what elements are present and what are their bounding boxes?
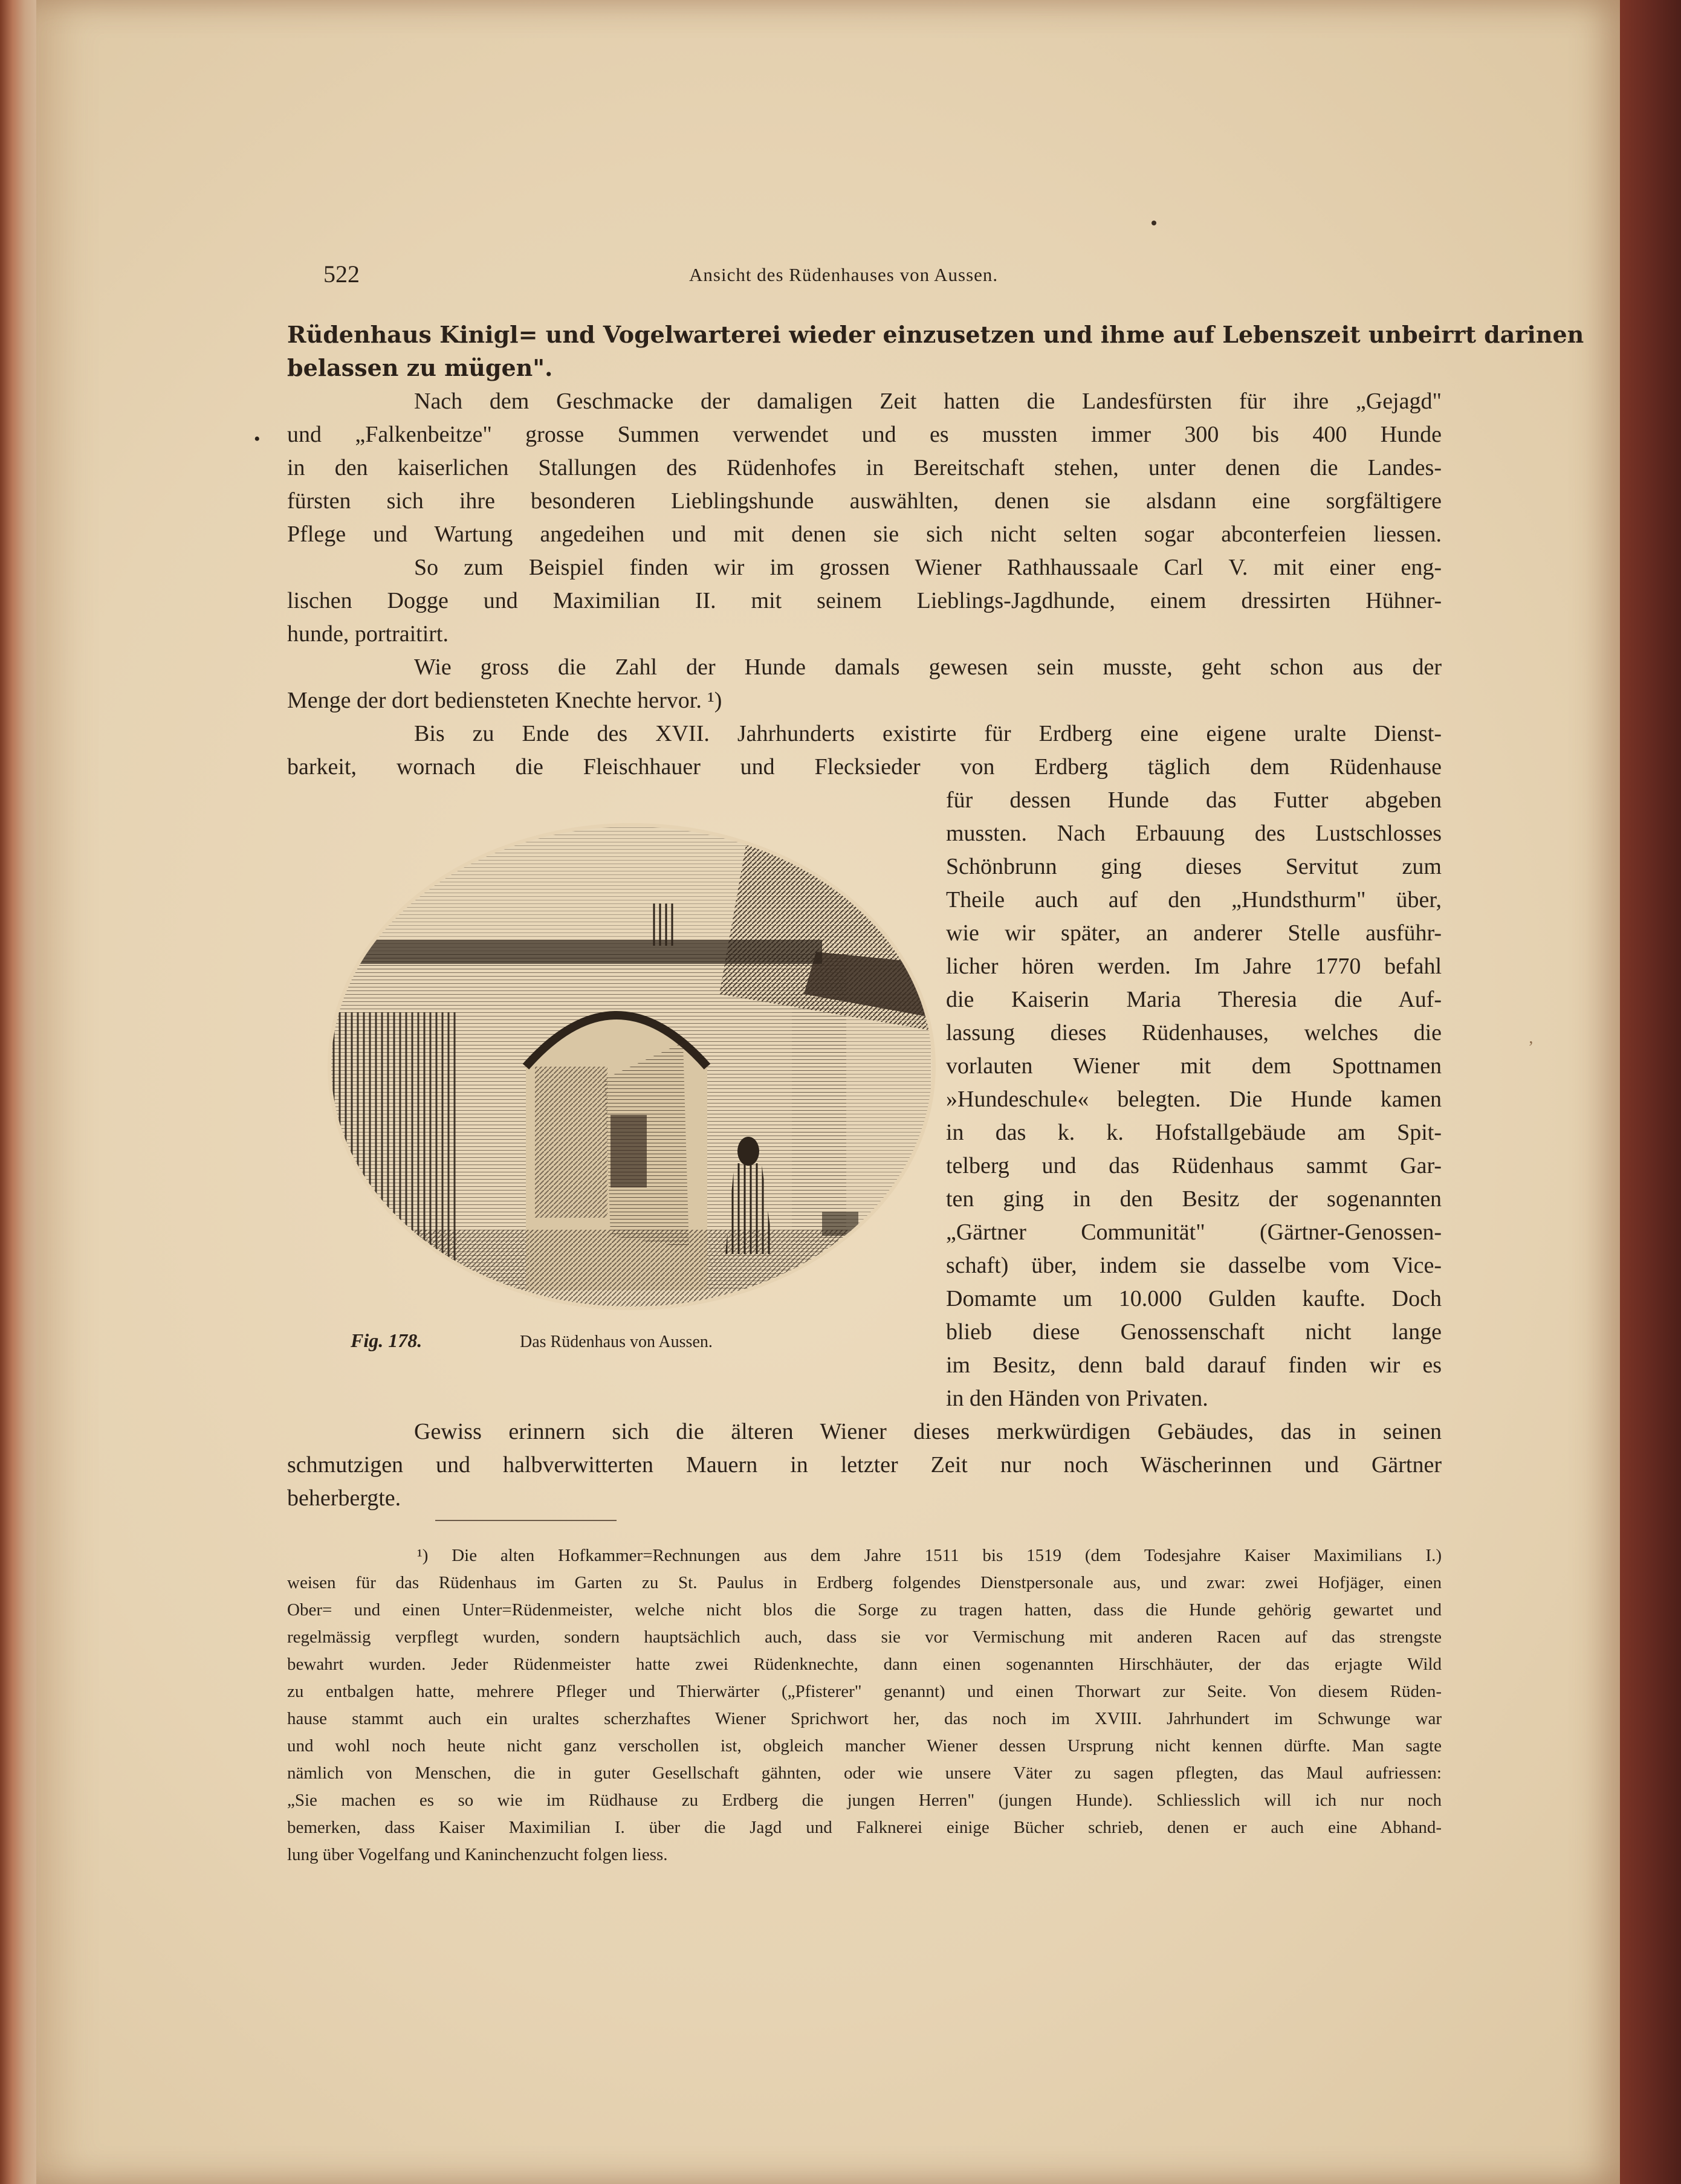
ink-spot (1151, 221, 1156, 225)
footnote-line: lung über Vogelfang und Kaninchenzucht folgen liess. (287, 1845, 668, 1864)
closing-line: Gewiss erinnern sich die älteren Wiener dieses merkwürdigen Gebäudes, das in seinen (414, 1419, 1442, 1444)
body-line: und „Falkenbeitze" grosse Summen verwendet und es mussten immer 300 bis 400 Hunde (287, 422, 1442, 447)
footnote-line: weisen für das Rüdenhaus im Garten zu St. Paulus in Erdberg folgendes Dienstpersonale aus, und zwar: zwei Hofjäger, einen (287, 1573, 1442, 1592)
page-number: 522 (323, 260, 360, 288)
body-line: lischen Dogge und Maximilian II. mit seinem Lieblings-Jagdhunde, einem dressirten Hühner- (287, 588, 1442, 613)
column-line: für dessen Hunde das Futter abgeben (946, 787, 1442, 813)
figure-caption: Das Rüdenhaus von Aussen. (520, 1333, 713, 1351)
footnote-line: ¹) Die alten Hofkammer=Rechnungen aus dem Jahre 1511 bis 1519 (dem Todesjahre Kaiser Maximilians I.) (417, 1546, 1442, 1565)
column-line: wie wir später, an anderer Stelle ausführ- (946, 920, 1442, 946)
column-line: im Besitz, denn bald darauf finden wir es (946, 1352, 1442, 1378)
footnote-line: Ober= und einen Unter=Rüdenmeister, welche nicht blos die Sorge zu tragen hatten, dass die Hunde gehörig gewartet und (287, 1600, 1442, 1620)
column-line: die Kaiserin Maria Theresia die Auf- (946, 987, 1442, 1012)
column-line: Theile auch auf den „Hundsthurm" über, (946, 887, 1442, 913)
body-line: hunde, portraitirt. (287, 621, 449, 647)
footnote-line: nämlich von Menschen, die in guter Gesellschaft gähnten, oder wie unsere Väter zu sagen pflegten, das Maul aufriessen: (287, 1763, 1442, 1783)
body-line: fürsten sich ihre besonderen Lieblingshunde auswählten, denen sie alsdann eine sorgfältigere (287, 488, 1442, 514)
footnote-rule (435, 1520, 617, 1521)
running-head: Ansicht des Rüdenhauses von Aussen. (689, 264, 999, 285)
column-line: schaft) über, indem sie dasselbe vom Vice- (946, 1253, 1442, 1278)
column-line: Domamte um 10.000 Gulden kaufte. Doch (946, 1286, 1442, 1311)
column-line: Schönbrunn ging dieses Servitut zum (946, 854, 1442, 879)
rudenhaus-engraving (326, 813, 937, 1314)
margin-bullet: • (254, 429, 261, 449)
body-line: Menge der dort bediensteten Knechte hervor. ¹) (287, 688, 722, 713)
footnote-line: und wohl noch heute nicht ganz verschollen ist, obgleich mancher Wiener dessen Ursprung nicht kennen dürfte. Man sagte (287, 1736, 1442, 1756)
engraving-illustration (326, 813, 937, 1314)
footnote-line: hause stammt auch ein uraltes scherzhaftes Wiener Sprichwort her, das noch im XVIII. Jahrhundert im Schwunge war (287, 1709, 1442, 1728)
body-line: Wie gross die Zahl der Hunde damals gewesen sein musste, geht schon aus der (414, 654, 1442, 680)
column-line: licher hören werden. Im Jahre 1770 befahl (946, 954, 1442, 979)
body-line: So zum Beispiel finden wir im grossen Wiener Rathhaussaale Carl V. mit einer eng- (414, 555, 1442, 580)
body-line: Pflege und Wartung angedeihen und mit denen sie sich nicht selten sogar abconterfeien liessen. (287, 522, 1442, 547)
body-line: barkeit, wornach die Fleischhauer und Flecksieder von Erdberg täglich dem Rüdenhause (287, 754, 1442, 780)
column-line: lassung dieses Rüdenhauses, welches die (946, 1020, 1442, 1045)
footnote-line: bemerken, dass Kaiser Maximilian I. über die Jagd und Falknerei einige Bücher schrieb, denen er auch eine Abhand- (287, 1818, 1442, 1837)
closing-line: beherbergte. (287, 1485, 401, 1511)
column-line: telberg und das Rüdenhaus sammt Gar- (946, 1153, 1442, 1178)
column-line: blieb diese Genossenschaft nicht lange (946, 1319, 1442, 1345)
footnote-line: regelmässig verpflegt wurden, sondern hauptsächlich auch, dass sie vor Vermischung mit anderen Racen auf das strengste (287, 1627, 1442, 1647)
body-line: Nach dem Geschmacke der damaligen Zeit hatten die Landesfürsten für ihre „Gejagd" (414, 389, 1442, 414)
column-line: ten ging in den Besitz der sogenannten (946, 1186, 1442, 1212)
column-line: »Hundeschule« belegten. Die Hunde kamen (946, 1087, 1442, 1112)
footnote-line: zu entbalgen hatte, mehrere Pfleger und Thierwärter („Pfisterer" genannt) und einen Thorwart zur Seite. Von diesem Rüden- (287, 1682, 1442, 1701)
column-line: mussten. Nach Erbauung des Lustschlosses (946, 821, 1442, 846)
closing-line: schmutzigen und halbverwitterten Mauern in letzter Zeit nur noch Wäscherinnen und Gärtner (287, 1452, 1442, 1478)
margin-mark: ʼ (1528, 1038, 1534, 1057)
body-line: in den kaiserlichen Stallungen des Rüdenhofes in Bereitschaft stehen, unter denen die Landes- (287, 455, 1442, 480)
book-page (36, 0, 1620, 2184)
column-line: in das k. k. Hofstallgebäude am Spit- (946, 1120, 1442, 1145)
footnote-line: „Sie machen es so wie im Rüdhause zu Erdberg die jungen Herren" (jungen Hunde). Schliesslich will ich nur noch (287, 1791, 1442, 1810)
body-line: Bis zu Ende des XVII. Jahrhunderts existirte für Erdberg eine eigene uralte Dienst- (414, 721, 1442, 746)
column-line: in den Händen von Privaten. (946, 1386, 1208, 1411)
body-line: Rüdenhaus Kinigl= und Vogelwarterei wieder einzusetzen und ihme auf Lebenszeit unbeirrt darinen (287, 321, 1584, 348)
figure-label: Fig. 178. (351, 1329, 423, 1351)
column-line: „Gärtner Communität" (Gärtner-Genossen- (946, 1220, 1442, 1245)
column-line: vorlauten Wiener mit dem Spottnamen (946, 1053, 1442, 1079)
book-cover-edge (1619, 0, 1681, 2184)
body-line: belassen zu mügen". (287, 354, 553, 381)
footnote-line: bewahrt wurden. Jeder Rüdenmeister hatte zwei Rüdenknechte, dann einen sogenannten Hirschhäuter, der das erjagte Wild (287, 1655, 1442, 1674)
